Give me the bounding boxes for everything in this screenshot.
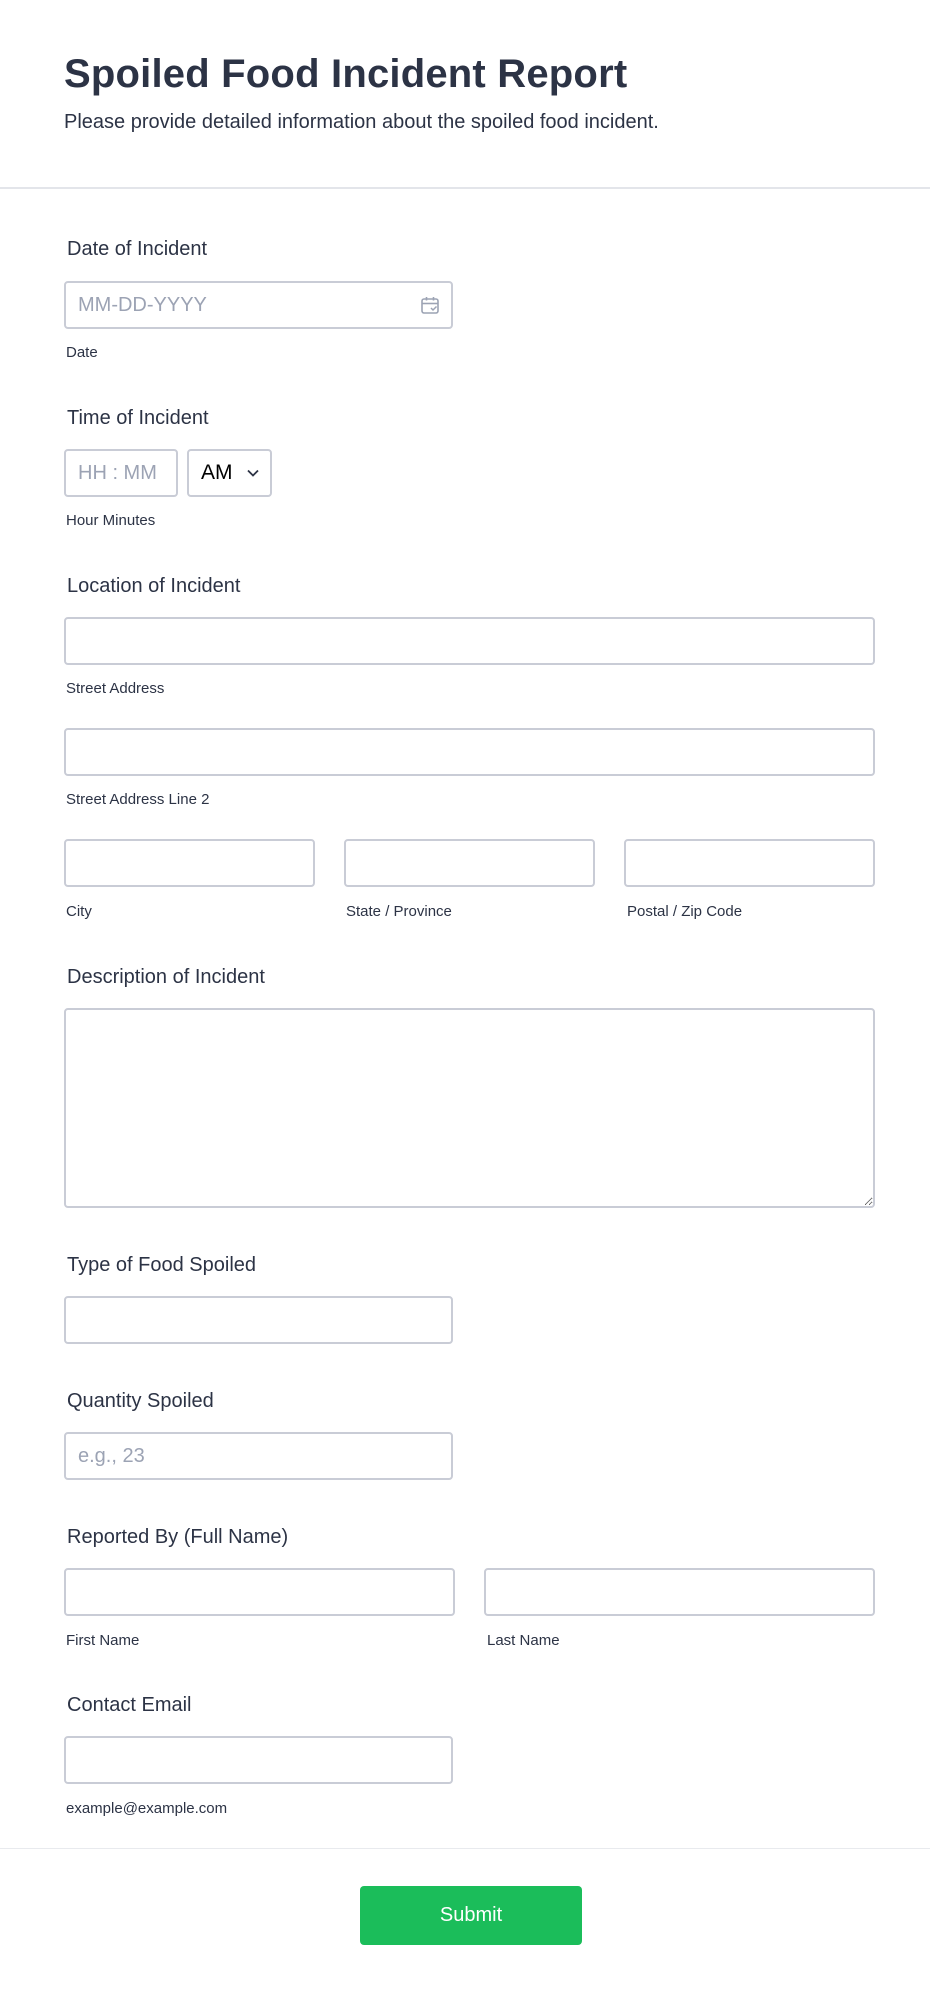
street-address-sublabel: Street Address bbox=[66, 680, 165, 697]
email-input[interactable] bbox=[64, 1736, 453, 1784]
first-name-input[interactable] bbox=[64, 1568, 455, 1616]
ampm-value: AM bbox=[201, 461, 233, 484]
form-header bbox=[0, 0, 930, 189]
street-address-line2-sublabel: Street Address Line 2 bbox=[66, 791, 210, 808]
street-address-input[interactable] bbox=[64, 617, 875, 665]
city-sublabel: City bbox=[66, 903, 92, 920]
email-label: Contact Email bbox=[67, 1694, 192, 1716]
first-name-sublabel: First Name bbox=[66, 1632, 140, 1649]
food-type-label: Type of Food Spoiled bbox=[67, 1254, 257, 1276]
postal-code-sublabel: Postal / Zip Code bbox=[627, 903, 743, 920]
page-subtitle: Please provide detailed information about the spoiled food incident. bbox=[64, 111, 659, 133]
last-name-input[interactable] bbox=[484, 1568, 875, 1616]
date-sublabel: Date bbox=[66, 344, 98, 361]
location-label: Location of Incident bbox=[67, 575, 241, 597]
footer-divider bbox=[0, 1848, 930, 1849]
time-label: Time of Incident bbox=[67, 407, 209, 429]
quantity-input[interactable] bbox=[64, 1432, 453, 1480]
last-name-sublabel: Last Name bbox=[487, 1632, 560, 1649]
date-input[interactable] bbox=[64, 281, 453, 329]
time-input[interactable] bbox=[64, 449, 178, 497]
city-input[interactable] bbox=[64, 839, 315, 887]
date-label: Date of Incident bbox=[67, 238, 208, 260]
food-type-input[interactable] bbox=[64, 1296, 453, 1344]
reporter-label: Reported By (Full Name) bbox=[67, 1526, 289, 1548]
state-sublabel: State / Province bbox=[346, 903, 452, 920]
postal-code-input[interactable] bbox=[624, 839, 875, 887]
state-input[interactable] bbox=[344, 839, 595, 887]
email-sublabel: example@example.com bbox=[66, 1800, 228, 1817]
quantity-label: Quantity Spoiled bbox=[67, 1390, 214, 1412]
page-title: Spoiled Food Incident Report bbox=[64, 52, 628, 96]
street-address-line2-input[interactable] bbox=[64, 728, 875, 776]
time-sublabel: Hour Minutes bbox=[66, 512, 156, 529]
calendar-icon[interactable] bbox=[420, 295, 440, 315]
chevron-down-icon bbox=[246, 466, 260, 480]
ampm-select[interactable] bbox=[187, 449, 272, 497]
description-label: Description of Incident bbox=[67, 966, 265, 988]
submit-button[interactable]: Submit bbox=[360, 1886, 582, 1945]
description-textarea[interactable] bbox=[64, 1008, 875, 1208]
